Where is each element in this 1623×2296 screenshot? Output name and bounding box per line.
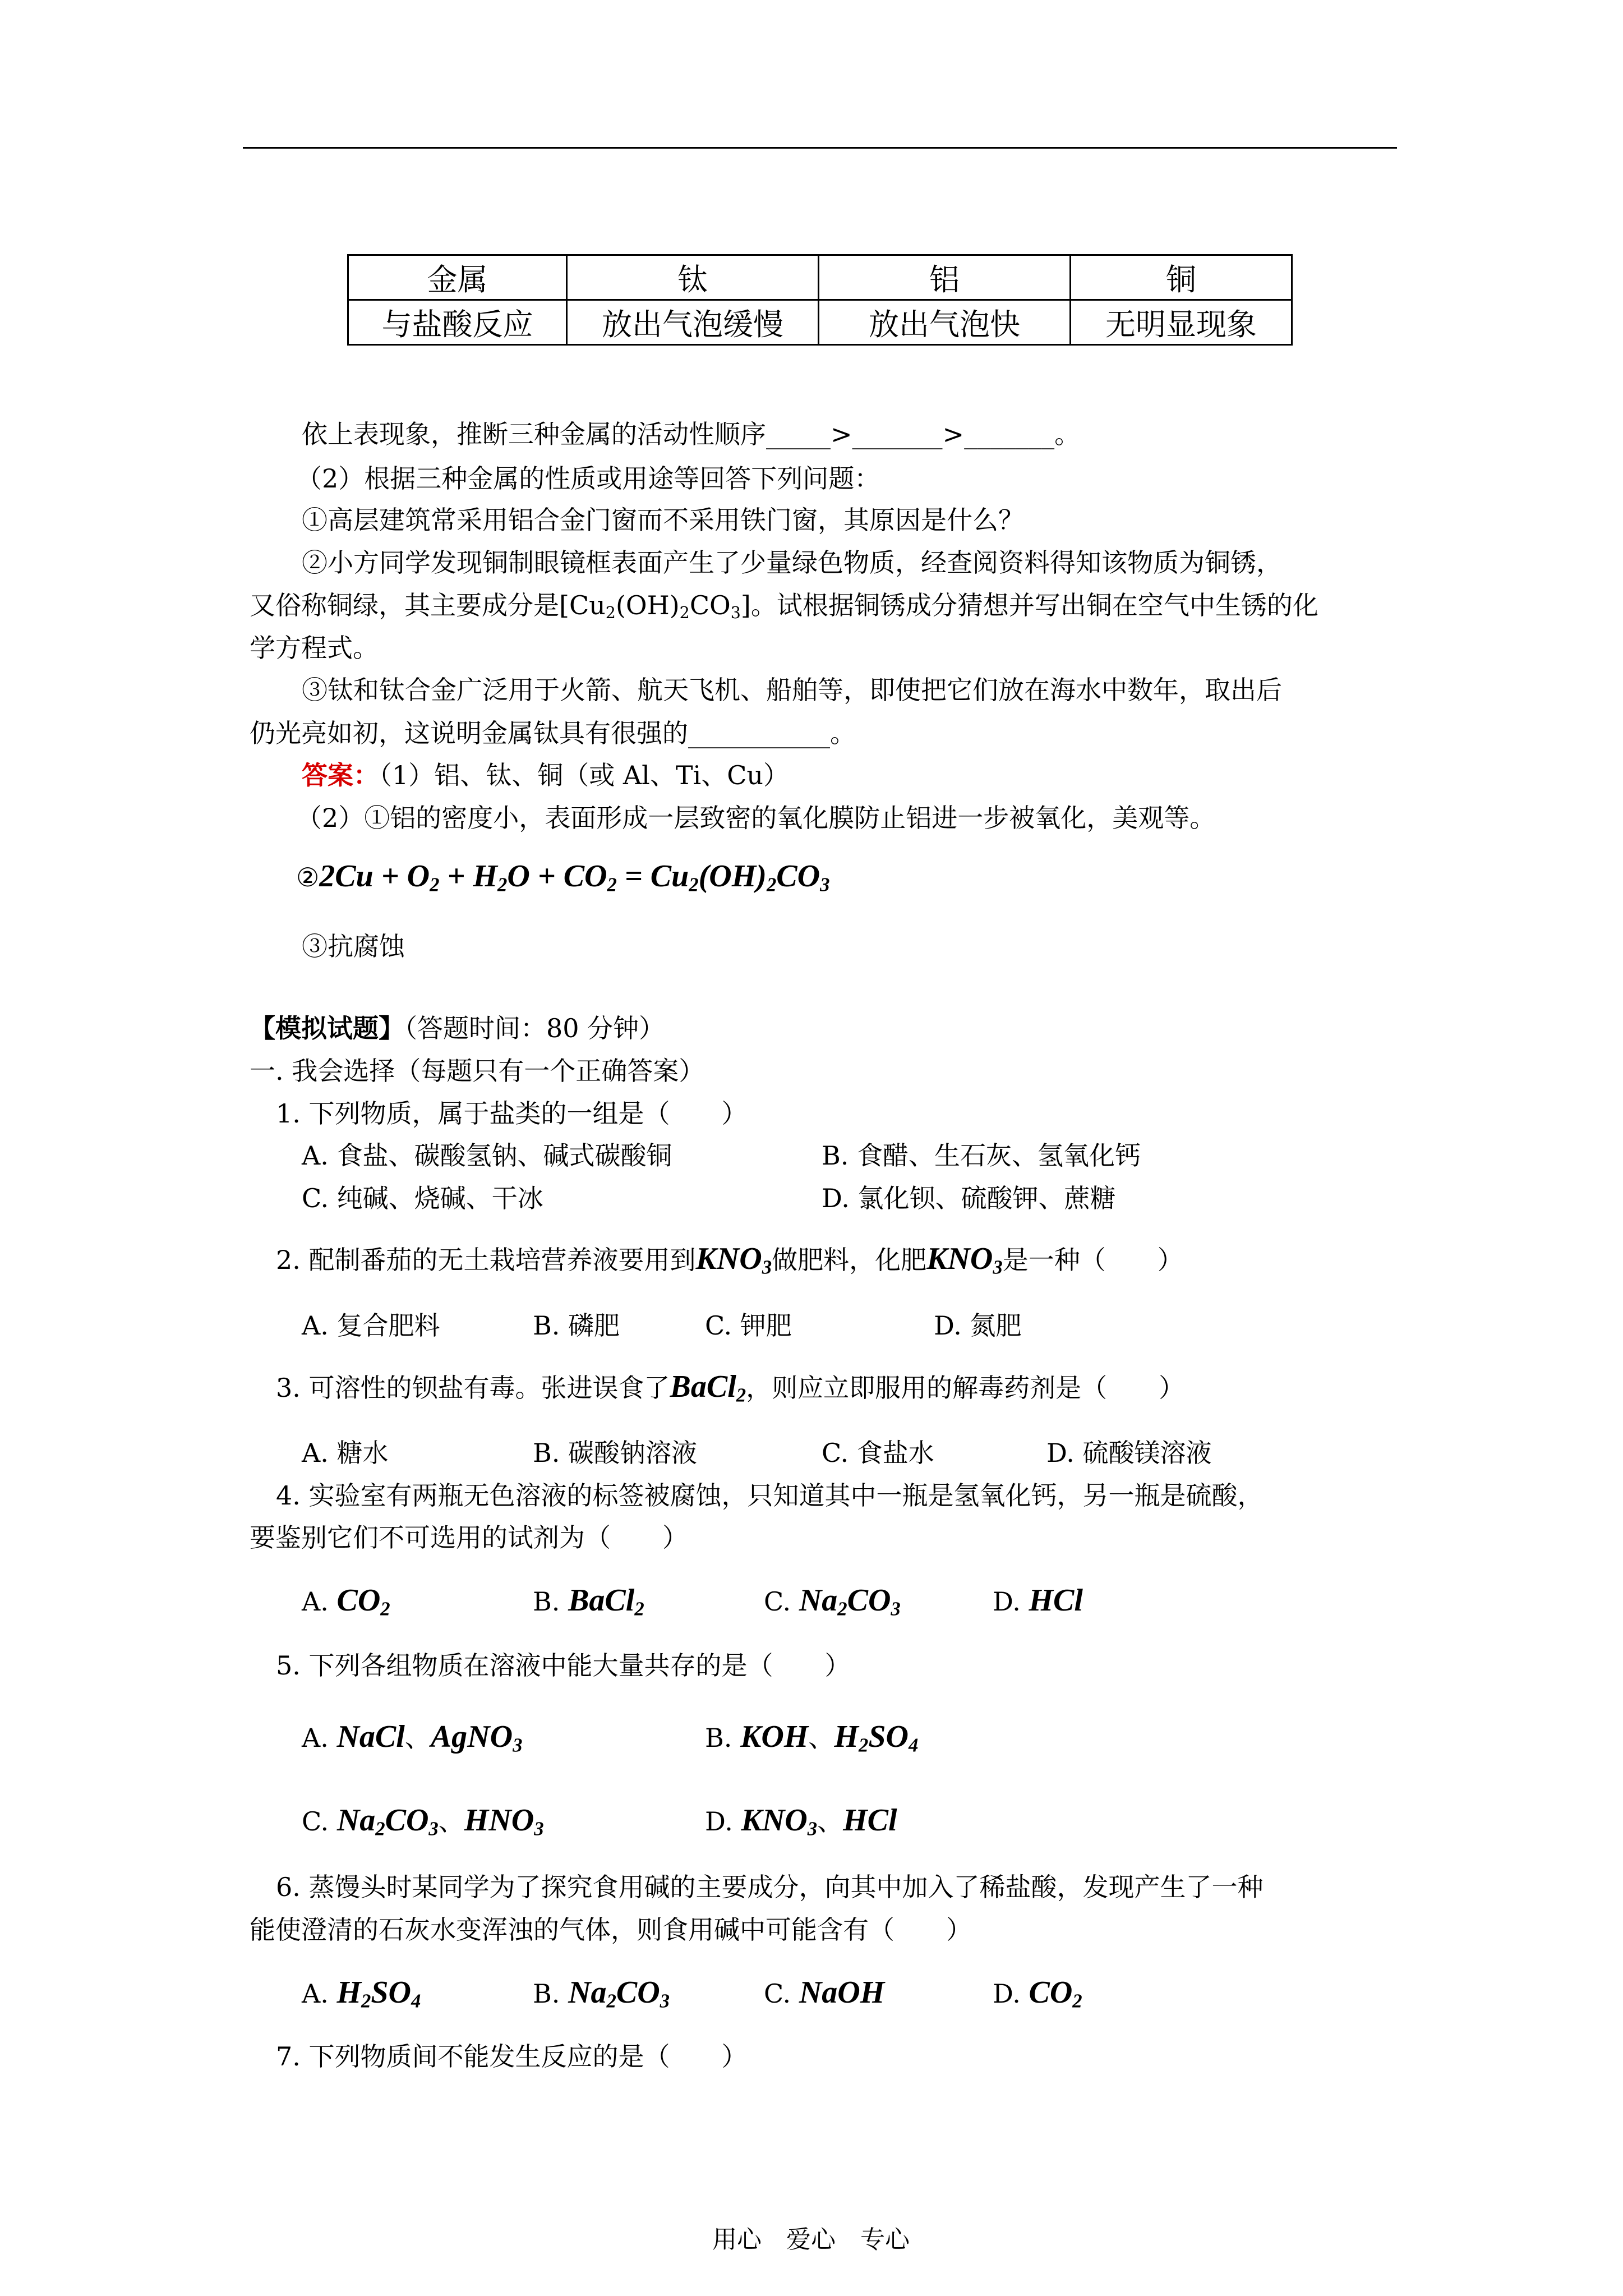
question-2-2-line: 学方程式。	[250, 633, 379, 663]
option-b: B. KOH、$H_2SO_4$	[705, 1719, 919, 1756]
question-5: 5. 下列各组物质在溶液中能大量共存的是（ ）	[276, 1650, 851, 1681]
section-heading: 一. 我会选择（每题只有一个正确答案）	[250, 1056, 705, 1086]
mock-test-title: 【模拟试题】（答题时间：80 分钟）	[250, 1013, 665, 1043]
question-4-line: 4. 实验室有两瓶无色溶液的标签被腐蚀，只知道其中一瓶是氢氧化钙，另一瓶是硫酸，	[276, 1480, 1264, 1511]
metal-reaction-table	[347, 254, 1293, 346]
answer-line: ③抗腐蚀	[302, 931, 405, 961]
table-cell: 放出气泡快	[819, 300, 1071, 345]
question-2-3-line: 仍光亮如初，这说明金属钛具有很强的___________。	[250, 718, 856, 748]
option-c: C. $Na_2CO_3$	[764, 1583, 901, 1620]
option-d: D. 氮肥	[934, 1310, 1022, 1341]
option-b: B. $Na_2CO_3$	[533, 1975, 670, 2012]
question-part-2: （2）根据三种金属的性质或用途等回答下列问题：	[296, 463, 880, 494]
question-7: 7. 下列物质间不能发生反应的是（ ）	[276, 2041, 748, 2072]
page-footer: 用心 爱心 专心	[712, 2225, 910, 2254]
question-1: 1. 下列物质，属于盐类的一组是（ ）	[276, 1098, 748, 1129]
question-4-line: 要鉴别它们不可选用的试剂为（ ）	[250, 1522, 688, 1553]
answer-line: （2）①铝的密度小，表面形成一层致密的氧化膜防止铝进一步被氧化，美观等。	[296, 803, 1216, 833]
question-3: 3. 可溶性的钡盐有毒。张进误食了BaCl$_2$，则应立即服用的解毒药剂是（ ）	[276, 1369, 1185, 1406]
table-cell: 钛	[567, 255, 819, 300]
question-2: 2. 配制番茄的无土栽培营养液要用到$KNO_3$做肥料，化肥$KNO_3$是一种（ ）	[276, 1241, 1183, 1278]
table-cell: 铝	[819, 255, 1071, 300]
option-d: D. HCl	[993, 1583, 1083, 1618]
option-a: A. $H_2SO_4$	[302, 1975, 421, 2012]
table-header-row	[348, 255, 1292, 300]
question-activity-order: 依上表现象，推断三种金属的活动性顺序_____>_______>_______。	[302, 419, 1081, 449]
option-c: C. 纯碱、烧碱、干冰	[302, 1183, 543, 1213]
table-cell: 铜	[1071, 255, 1292, 300]
option-d: D. 硫酸镁溶液	[1046, 1438, 1212, 1468]
option-b: B. 磷肥	[533, 1310, 620, 1341]
option-a: A. 食盐、碳酸氢钠、碱式碳酸铜	[302, 1140, 672, 1171]
table-cell: 无明显现象	[1071, 300, 1292, 345]
answer-label: 答案：	[302, 760, 379, 790]
table-cell: 金属	[348, 255, 567, 300]
option-d: D. $KNO_3$、HCl	[705, 1803, 897, 1840]
header-rule	[243, 147, 1397, 149]
option-d: D. 氯化钡、硫酸钾、蔗糖	[822, 1183, 1116, 1213]
option-c: C. NaOH	[764, 1975, 885, 2010]
answer-line: 答案：（1）铝、钛、铜（或 Al、Ti、Cu）	[302, 760, 790, 790]
option-a: A. $CO_2$	[302, 1583, 390, 1620]
option-b: B. BaCl$_2$	[533, 1583, 644, 1620]
table-row	[348, 300, 1292, 345]
option-c: C. 钾肥	[705, 1310, 792, 1341]
question-2-3-line: ③钛和钛合金广泛用于火箭、航天飞机、船舶等，即使把它们放在海水中数年，取出后	[302, 675, 1282, 705]
question-6-line: 6. 蒸馒头时某同学为了探究食用碱的主要成分，向其中加入了稀盐酸，发现产生了一种	[276, 1872, 1264, 1902]
question-6-line: 能使澄清的石灰水变浑浊的气体，则食用碱中可能含有（ ）	[250, 1915, 972, 1945]
answer-equation: ②2Cu + $O_2 + H_2O + CO_2 = Cu_2(OH)_2CO_3$	[296, 859, 830, 896]
option-a: A. NaCl、AgNO$_3$	[302, 1719, 523, 1756]
table-cell: 与盐酸反应	[348, 300, 567, 345]
option-b: B. 碳酸钠溶液	[533, 1438, 698, 1468]
option-a: A. 糖水	[302, 1438, 389, 1468]
question-2-2-line: ②小方同学发现铜制眼镜框表面产生了少量绿色物质，经查阅资料得知该物质为铜锈，	[302, 547, 1282, 578]
table-cell: 放出气泡缓慢	[567, 300, 819, 345]
option-a: A. 复合肥料	[302, 1310, 440, 1341]
option-d: D. $CO_2$	[993, 1975, 1082, 2012]
option-c: C. $Na_2CO_3$、$HNO_3$	[302, 1803, 544, 1840]
option-b: B. 食醋、生石灰、氢氧化钙	[822, 1140, 1141, 1171]
option-c: C. 食盐水	[822, 1438, 934, 1468]
question-2-2-line: 又俗称铜绿，其主要成分是$[Cu_2(OH)_2CO_3]$。试根据铜锈成分猜想并写出铜在空气中生锈的化	[250, 590, 1318, 623]
question-2-1: ①高层建筑常采用铝合金门窗而不采用铁门窗，其原因是什么？	[302, 505, 1024, 535]
